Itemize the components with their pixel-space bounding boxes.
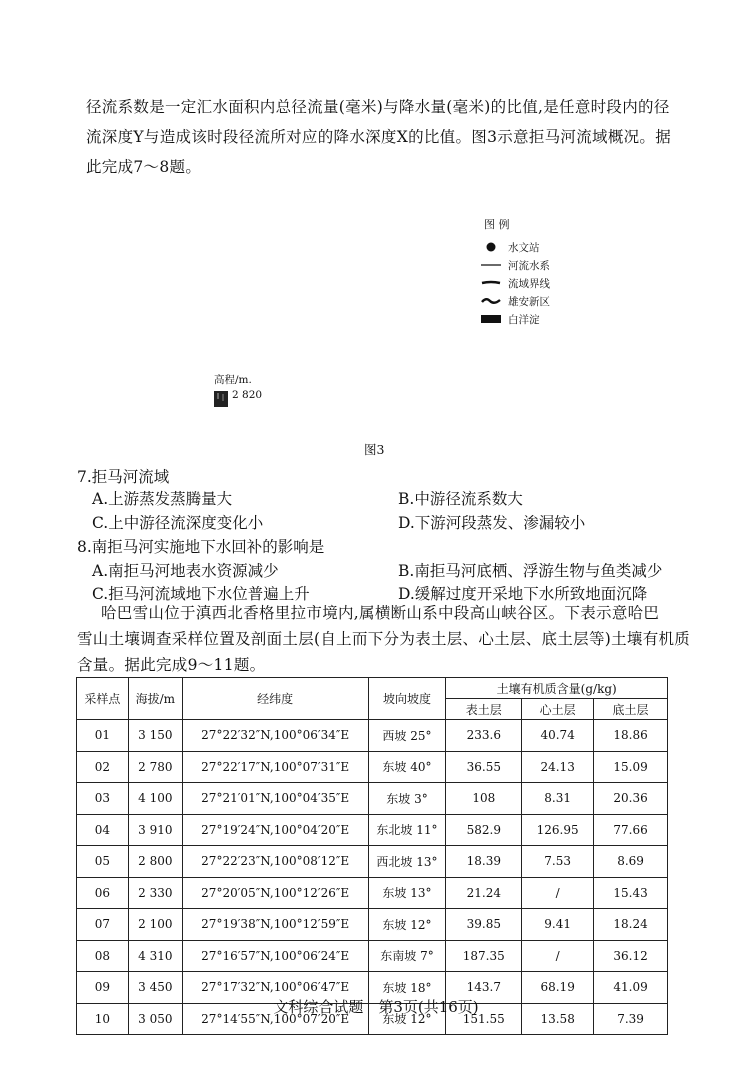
cell-altitude: 2 780	[128, 751, 182, 783]
cell-sample: 03	[77, 783, 129, 815]
header-bottom: 底土层	[594, 699, 668, 720]
cell-altitude: 3 150	[128, 720, 182, 752]
table-row	[77, 940, 668, 972]
header-organic: 土壤有机质含量(g/kg)	[446, 678, 668, 699]
cell-core: 40.74	[522, 720, 594, 752]
table-row	[77, 720, 668, 752]
cell-sample: 07	[77, 909, 129, 941]
question-8-option-b: B.南拒马河底栖、浮游生物与鱼类减少	[398, 562, 663, 580]
intro-line-3: 此完成7～8题。	[86, 158, 202, 176]
question-7-option-d: D.下游河段蒸发、渗漏较小	[398, 514, 586, 532]
cell-sample: 08	[77, 940, 129, 972]
cell-surface: 151.55	[446, 1003, 522, 1035]
cell-sample: 10	[77, 1003, 129, 1035]
cell-surface: 108	[446, 783, 522, 815]
question-8-option-d: D.缓解过度开采地下水所致地面沉降	[398, 585, 648, 603]
cell-surface: 18.39	[446, 846, 522, 878]
cell-altitude: 3 050	[128, 1003, 182, 1035]
cell-core: 9.41	[522, 909, 594, 941]
cell-core: 68.19	[522, 972, 594, 1004]
question-7-option-b: B.中游径流系数大	[398, 490, 523, 508]
hydrological-station-icon	[480, 241, 502, 253]
table-row	[77, 846, 668, 878]
table-row	[77, 751, 668, 783]
header-coords: 经纬度	[182, 678, 368, 720]
cell-core: /	[522, 940, 594, 972]
cell-bottom: 7.39	[594, 1003, 668, 1035]
map-legend	[480, 216, 550, 328]
intro-paragraph	[86, 92, 671, 182]
legend-item-boundary: 流域界线	[480, 274, 550, 292]
cell-altitude: 3 910	[128, 814, 182, 846]
cell-sample: 04	[77, 814, 129, 846]
cell-surface: 21.24	[446, 877, 522, 909]
cell-surface: 36.55	[446, 751, 522, 783]
cell-altitude: 2 100	[128, 909, 182, 941]
cell-slope: 东坡 40°	[368, 751, 446, 783]
lake-fill-icon	[480, 314, 502, 324]
cell-slope: 东坡 18°	[368, 972, 446, 1004]
question-8-option-a: A.南拒马河地表水资源减少	[92, 562, 279, 580]
table-row	[77, 877, 668, 909]
cell-coords: 27°14′55″N,100°07′20″E	[182, 1003, 368, 1035]
cell-sample: 06	[77, 877, 129, 909]
question-8-stem: 8.南拒马河实施地下水回补的影响是	[77, 538, 325, 556]
legend-item-river: 河流水系	[480, 256, 550, 274]
header-surface: 表土层	[446, 699, 522, 720]
cell-coords: 27°19′38″N,100°12′59″E	[182, 909, 368, 941]
cell-slope: 东南坡 7°	[368, 940, 446, 972]
cell-slope: 西北坡 13°	[368, 846, 446, 878]
legend-title: 图 例	[484, 218, 510, 231]
cell-surface: 187.35	[446, 940, 522, 972]
cell-slope: 东坡 12°	[368, 1003, 446, 1035]
cell-bottom: 20.36	[594, 783, 668, 815]
cell-surface: 233.6	[446, 720, 522, 752]
river-line-icon	[480, 261, 502, 269]
page-footer: 文科综合试题 第3页(共16页)	[273, 998, 479, 1016]
cell-coords: 27°20′05″N,100°12′26″E	[182, 877, 368, 909]
intro-line-2: 流深度Y与造成该时段径流所对应的降水深度X的比值。图3示意拒马河流域概况。据	[86, 128, 672, 146]
cell-coords: 27°19′24″N,100°04′20″E	[182, 814, 368, 846]
cell-slope: 东坡 13°	[368, 877, 446, 909]
cell-sample: 01	[77, 720, 129, 752]
legend-item-baiyangdian: 白洋淀	[480, 310, 550, 328]
cell-bottom: 77.66	[594, 814, 668, 846]
cell-surface: 143.7	[446, 972, 522, 1004]
cell-altitude: 4 310	[128, 940, 182, 972]
cell-altitude: 3 450	[128, 972, 182, 1004]
cell-core: 8.31	[522, 783, 594, 815]
cell-slope: 西坡 25°	[368, 720, 446, 752]
cell-altitude: 2 330	[128, 877, 182, 909]
intro2-line-3: 含量。据此完成9～11题。	[77, 656, 266, 674]
cell-core: 13.58	[522, 1003, 594, 1035]
header-slope: 坡向坡度	[368, 678, 446, 720]
cell-bottom: 8.69	[594, 846, 668, 878]
table-row	[77, 909, 668, 941]
question-7-option-c: C.上中游径流深度变化小	[92, 514, 264, 532]
header-altitude: 海拔/m	[128, 678, 182, 720]
cell-slope: 东坡 12°	[368, 909, 446, 941]
cell-sample: 09	[77, 972, 129, 1004]
cell-bottom: 18.24	[594, 909, 668, 941]
cell-surface: 582.9	[446, 814, 522, 846]
cell-sample: 02	[77, 751, 129, 783]
cell-bottom: 41.09	[594, 972, 668, 1004]
soil-organic-table	[76, 677, 668, 1035]
question-8-option-c: C.拒马河流域地下水位普遍上升	[92, 585, 310, 603]
cell-surface: 39.85	[446, 909, 522, 941]
cell-coords: 27°22′32″N,100°06′34″E	[182, 720, 368, 752]
intro2-line-2: 雪山土壤调查采样位置及剖面土层(自上而下分为表土层、心土层、底土层等)土壤有机质	[77, 630, 691, 648]
cell-coords: 27°17′32″N,100°06′47″E	[182, 972, 368, 1004]
cell-core: 24.13	[522, 751, 594, 783]
elevation-scale	[214, 372, 262, 409]
table-row	[77, 783, 668, 815]
elevation-gradient-icon	[214, 389, 230, 409]
question-7-stem: 7.拒马河流域	[77, 468, 170, 486]
elevation-label: 高程/m.	[214, 374, 252, 386]
intro-line-1: 径流系数是一定汇水面积内总径流量(毫米)与降水量(毫米)的比值,是任意时段内的径	[86, 98, 670, 116]
legend-item-station: 水文站	[480, 238, 550, 256]
cell-coords: 27°22′23″N,100°08′12″E	[182, 846, 368, 878]
header-core: 心土层	[522, 699, 594, 720]
cell-bottom: 15.09	[594, 751, 668, 783]
cell-coords: 27°16′57″N,100°06′24″E	[182, 940, 368, 972]
question-7-option-a: A.上游蒸发蒸腾量大	[92, 490, 233, 508]
cell-core: /	[522, 877, 594, 909]
table-row	[77, 814, 668, 846]
legend-item-xiongan: 雄安新区	[480, 292, 550, 310]
cell-core: 7.53	[522, 846, 594, 878]
basin-boundary-icon	[480, 279, 502, 287]
cell-bottom: 36.12	[594, 940, 668, 972]
header-sample: 采样点	[77, 678, 129, 720]
cell-coords: 27°21′01″N,100°04′35″E	[182, 783, 368, 815]
figure-caption: 图3	[364, 442, 385, 457]
cell-altitude: 2 800	[128, 846, 182, 878]
cell-altitude: 4 100	[128, 783, 182, 815]
cell-slope: 东北坡 11°	[368, 814, 446, 846]
xiongan-area-icon	[480, 296, 502, 306]
cell-bottom: 15.43	[594, 877, 668, 909]
intro2-line-1: 哈巴雪山位于滇西北香格里拉市境内,属横断山系中段高山峡谷区。下表示意哈巴	[101, 604, 660, 622]
cell-coords: 27°22′17″N,100°07′31″E	[182, 751, 368, 783]
cell-sample: 05	[77, 846, 129, 878]
elevation-max-value: 2 820	[232, 389, 263, 401]
intro2-paragraph	[77, 600, 690, 678]
cell-core: 126.95	[522, 814, 594, 846]
cell-slope: 东坡 3°	[368, 783, 446, 815]
table-header-row-1	[77, 678, 668, 699]
table-body	[77, 720, 668, 1035]
cell-bottom: 18.86	[594, 720, 668, 752]
